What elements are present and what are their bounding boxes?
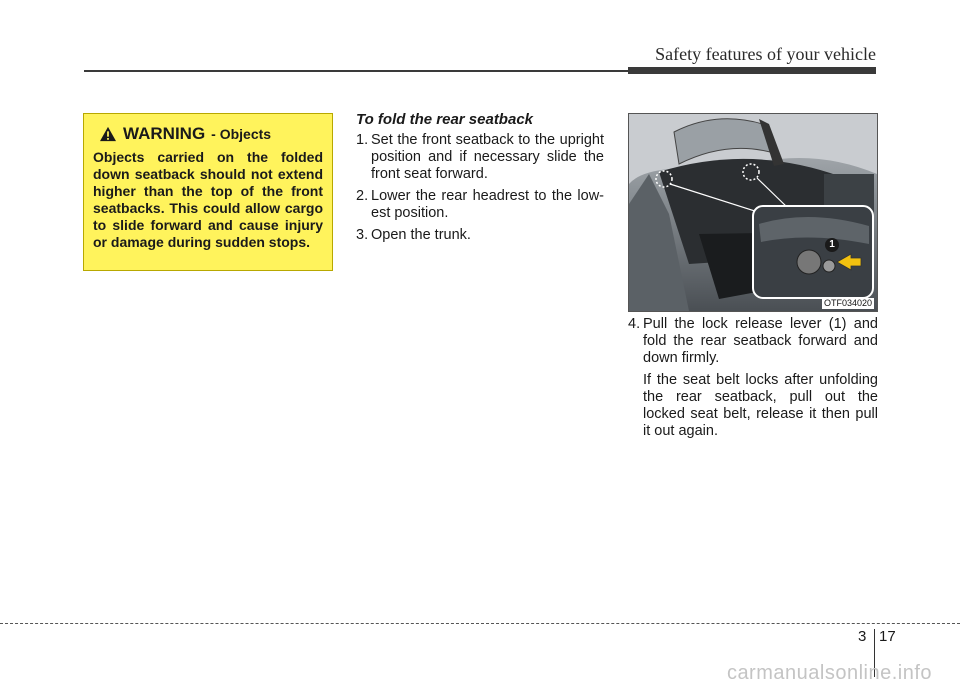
step-text: Set the front seatback to the upright position and if necessary slide the front seat forward.	[371, 132, 604, 182]
step-number: 2.	[356, 188, 369, 204]
warning-subtitle: - Objects	[211, 126, 272, 142]
step-note: If the seat belt locks after unfolding the rear seatback, pull out the locked seat belt, release it then pull it out again.	[643, 372, 878, 439]
header-rule-accent	[628, 67, 876, 74]
warning-text: Objects carried on the folded down seatback should not extend higher than the top of the front seatbacks. This could allow cargo to slide forward and cause injury or damage during sudden stops.	[93, 149, 323, 250]
figure-code: OTF034020	[823, 298, 872, 308]
step-text: Open the trunk.	[371, 227, 471, 243]
callout-label: 1	[829, 239, 835, 250]
warning-triangle-icon	[99, 126, 117, 142]
header-title: Safety features of your vehicle	[655, 44, 876, 64]
footer-rule	[0, 623, 960, 624]
warning-label: WARNING	[123, 124, 206, 143]
step-item	[356, 188, 604, 222]
chapter-number: 3	[858, 628, 867, 645]
callout-marker	[825, 238, 839, 252]
watermark: carmanualsonline.info	[726, 662, 932, 684]
warning-header	[99, 124, 323, 144]
step-text: Lower the rear headrest to the low-est position.	[371, 188, 604, 221]
trunk-illustration	[629, 114, 877, 311]
page-number: 17	[879, 628, 896, 645]
step-item	[628, 316, 878, 367]
step-item	[356, 227, 604, 244]
step-number: 4.	[628, 316, 641, 332]
step-text: Pull the lock release lever (1) and fold the rear seatback forward and down firmly.	[643, 316, 878, 366]
trunk-photo	[628, 113, 878, 312]
step-number: 3.	[356, 227, 369, 243]
warning-box	[83, 113, 333, 271]
step-item	[356, 132, 604, 183]
instructions-column	[356, 111, 604, 249]
instructions-column-right	[628, 316, 878, 440]
step-number: 1.	[356, 132, 369, 148]
section-title: To fold the rear seatback	[356, 111, 533, 128]
